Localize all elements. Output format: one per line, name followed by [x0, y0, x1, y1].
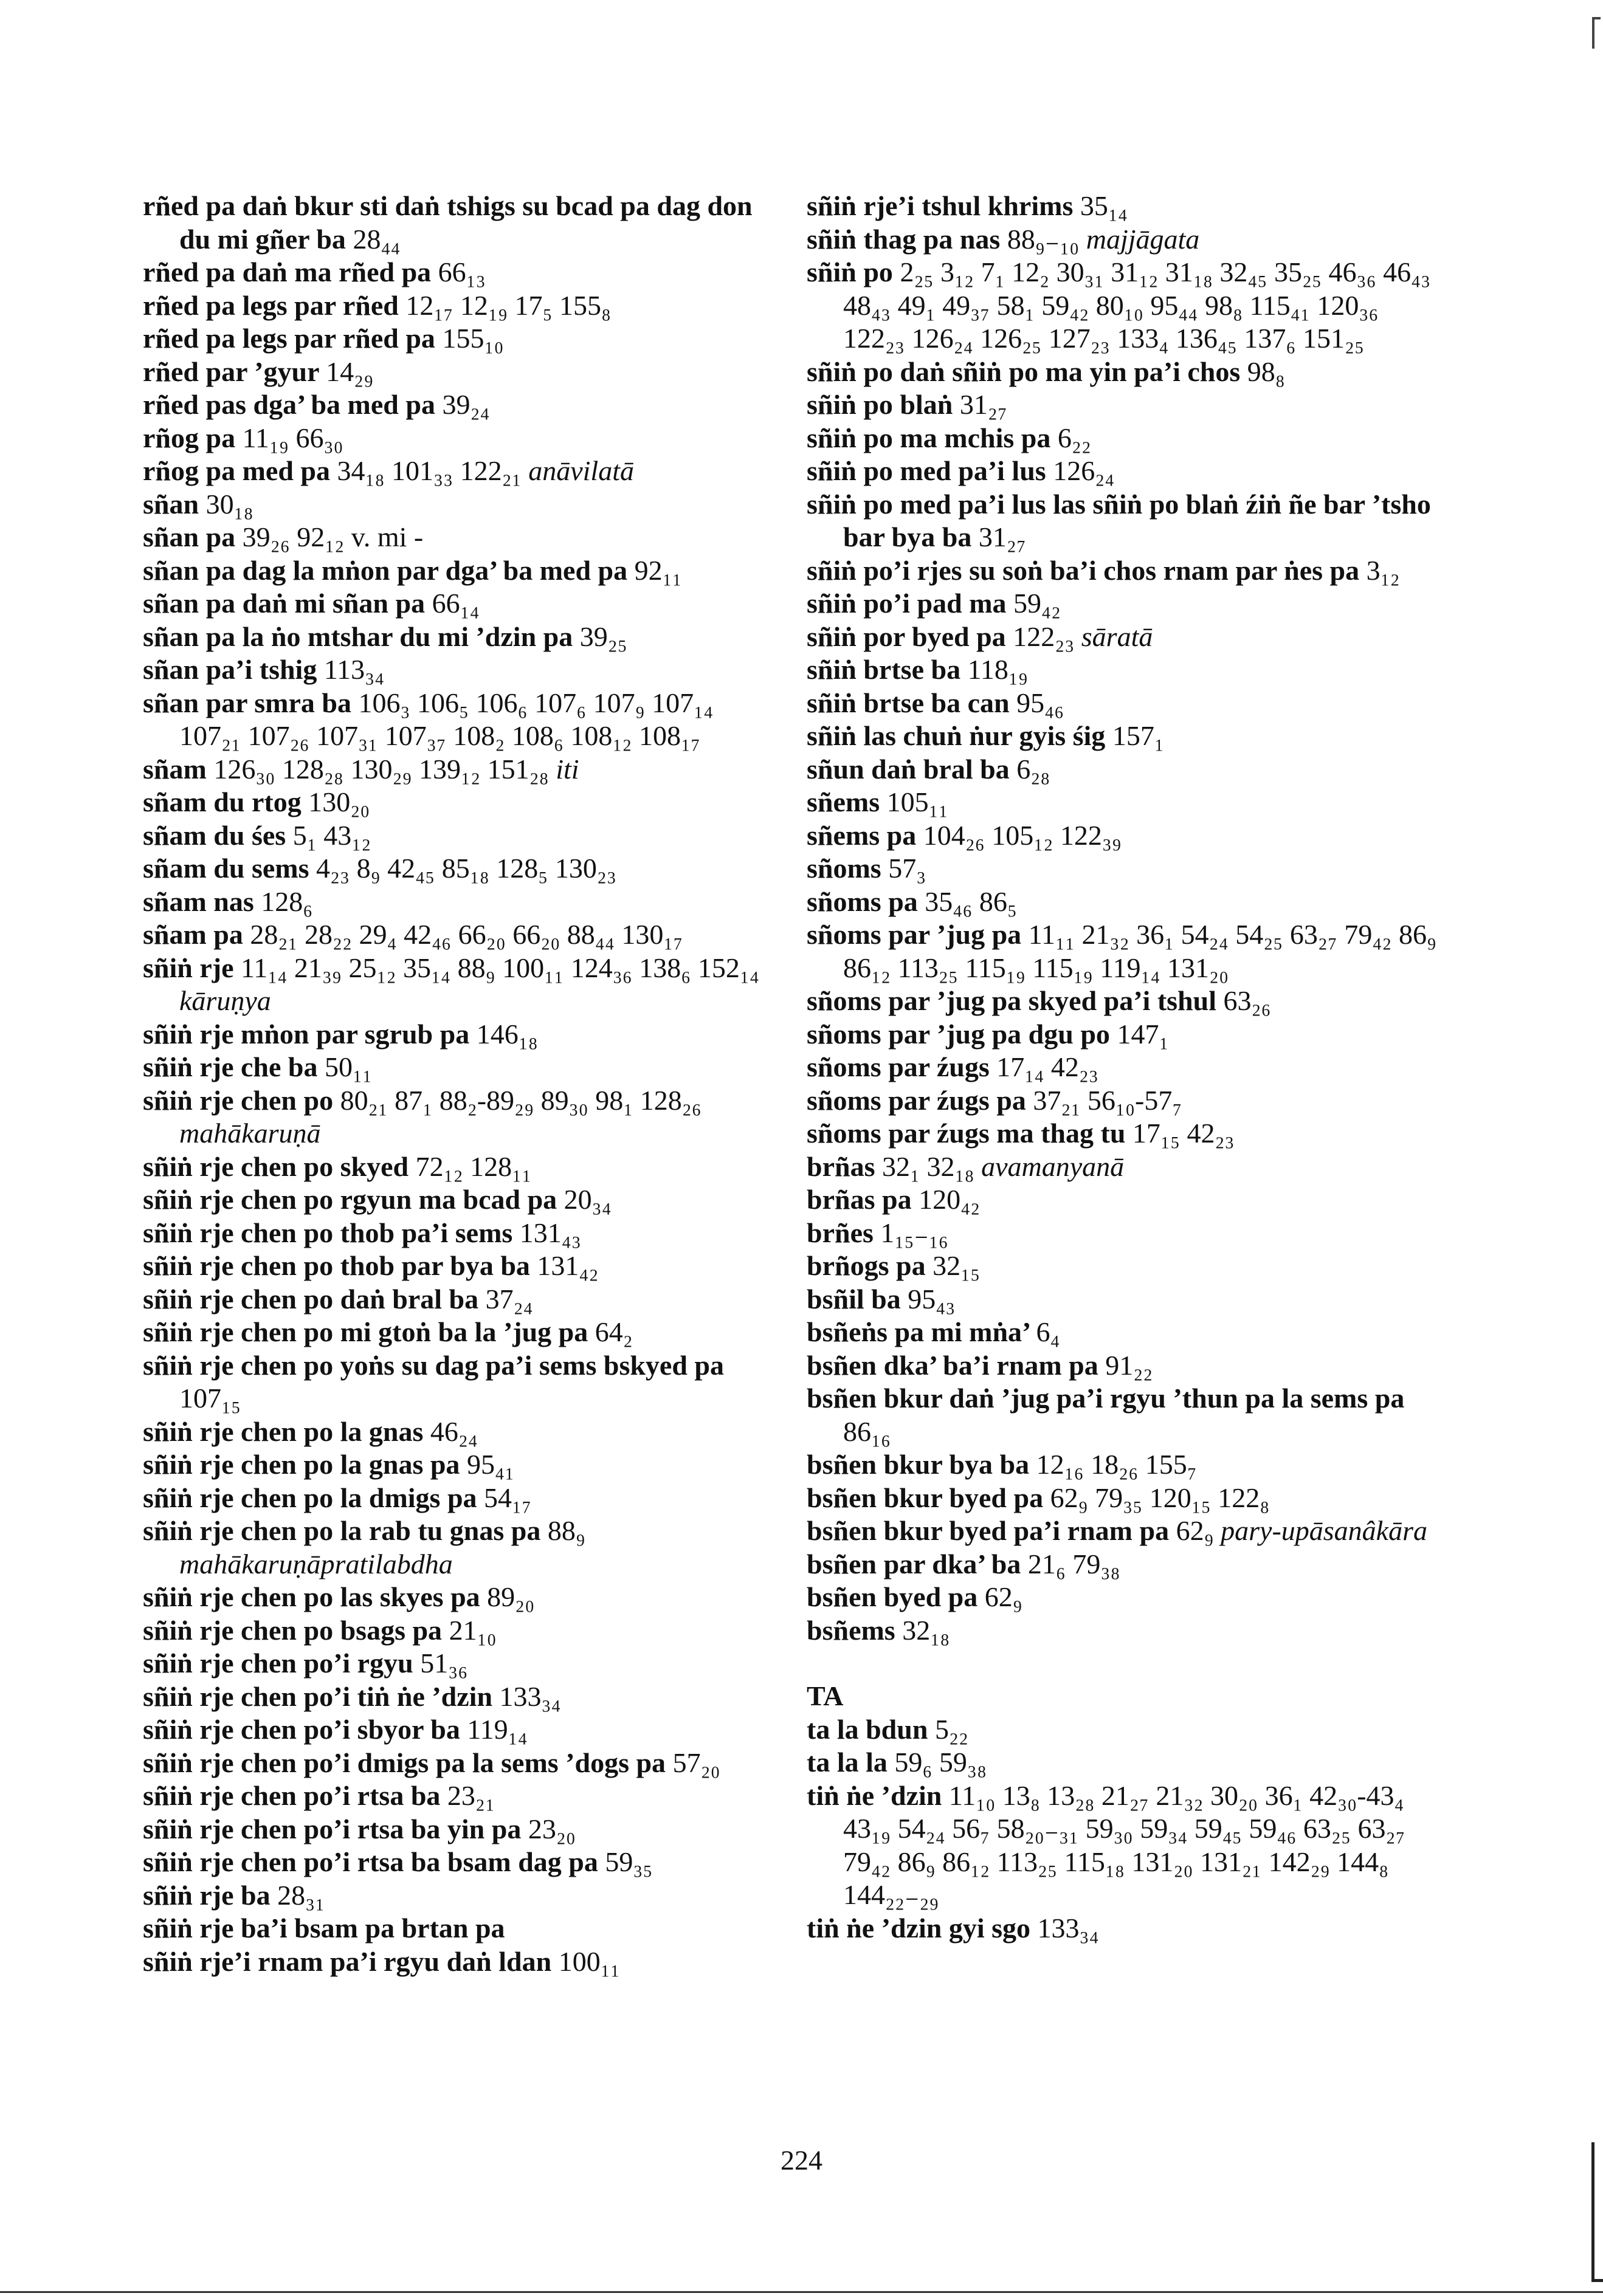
entry-headword: sñan pa’i tshig — [143, 654, 317, 685]
index-entry — [807, 190, 1439, 223]
entry-references: 133₃₄ — [499, 1680, 561, 1712]
index-column-left — [143, 190, 775, 1978]
index-entry — [143, 952, 775, 1018]
entry-references: 118₁₉ — [967, 654, 1028, 685]
entry-references: 5₂₂ — [934, 1713, 969, 1745]
entry-references: 157₁ — [1112, 720, 1164, 751]
entry-headword: sñiṅ rje chen po’i tiṅ ṅe ’dzin — [143, 1680, 493, 1712]
index-entry — [807, 422, 1439, 455]
index-entry — [807, 1514, 1439, 1548]
entry-references: 66₁₃ — [438, 256, 486, 287]
entry-headword: sñan par smra ba — [143, 687, 351, 718]
index-entry — [143, 1217, 775, 1250]
entry-references: 59₃₅ — [605, 1846, 653, 1877]
index-entry — [807, 356, 1439, 389]
entry-references: 95₄₆ — [1016, 687, 1064, 718]
entry-headword: bsñen par dka’ ba — [807, 1548, 1021, 1579]
entry-references: 88₉ — [547, 1515, 585, 1546]
index-entry — [143, 1846, 775, 1879]
entry-references: 34₁₈ 101₃₃ 122₂₁ — [337, 455, 522, 486]
index-entry — [143, 587, 775, 620]
entry-headword: ta la bdun — [807, 1713, 928, 1745]
index-entry — [143, 1945, 775, 1979]
entry-headword: tiṅ ṅe ’dzin gyi sgo — [807, 1912, 1031, 1944]
index-entry — [143, 1349, 775, 1415]
entry-headword: sñiṅ po med pa’i lus las sñiṅ po blaṅ źiṅ ñe bar ’tsho bar bya ba — [807, 488, 1431, 552]
entry-headword: sñiṅ rje chen po yoṅs su dag pa’i sems bskyed pa — [143, 1349, 725, 1381]
entry-headword: sñiṅ po blaṅ — [807, 389, 953, 420]
index-entry — [807, 1084, 1439, 1118]
entry-headword: sñiṅ po’i rjes su soṅ ba’i chos rnam par ṅes pa — [807, 554, 1360, 586]
index-entry — [807, 1150, 1439, 1184]
entry-headword: sñoms par źugs ma thag tu — [807, 1118, 1126, 1149]
entry-references: 32₁₅ — [932, 1250, 981, 1281]
entry-references: 17₁₅ 42₂₃ — [1132, 1118, 1235, 1149]
index-entry — [143, 1680, 775, 1714]
index-entry — [143, 1249, 775, 1283]
index-entry — [807, 1548, 1439, 1581]
entry-headword: rñed pa legs par rñed pa — [143, 323, 435, 354]
entry-references: 51₃₆ — [420, 1648, 468, 1679]
entry-headword: sñiṅ rje chen po daṅ bral ba — [143, 1283, 479, 1315]
entry-sanskrit-term: anāvilatā — [528, 455, 634, 486]
index-entry — [807, 1713, 1439, 1747]
crop-mark-top — [1592, 17, 1594, 49]
entry-sanskrit-term: mahākaruṇāpratilabdha — [179, 1548, 453, 1579]
entry-headword: bsñen byed pa — [807, 1581, 978, 1612]
index-entry — [807, 1051, 1439, 1084]
index-entry — [143, 455, 775, 488]
index-entry — [143, 687, 775, 753]
index-entry — [143, 1084, 775, 1150]
index-entry — [807, 1746, 1439, 1779]
entry-references: 32₁₈ — [902, 1614, 950, 1646]
entry-headword: rñed par ’gyur — [143, 356, 319, 387]
index-entry — [807, 488, 1439, 554]
entry-headword: bsñems — [807, 1614, 895, 1646]
entry-headword: sñiṅ rje chen po’i rtsa ba — [143, 1780, 441, 1811]
entry-references: 23₂₀ — [528, 1813, 576, 1844]
entry-references: 89₂₀ — [487, 1581, 535, 1612]
entry-references: 100₁₁ — [558, 1945, 620, 1977]
entry-headword: sñan — [143, 488, 199, 520]
entry-headword: sñoms — [807, 853, 881, 884]
entry-headword: sñiṅ rje chen po’i rtsa ba bsam dag pa — [143, 1846, 598, 1877]
crop-mark-bottom — [1591, 2142, 1594, 2282]
index-entry — [143, 786, 775, 819]
entry-references: 57₃ — [888, 853, 926, 884]
index-entry — [143, 1150, 775, 1184]
entry-references: 39₂₄ — [442, 389, 490, 420]
entry-references: 39₂₆ 92₁₂ v. mi - — [242, 521, 424, 552]
entry-references: 11₁₄ 21₃₉ 25₁₂ 35₁₄ 88₉ 100₁₁ 124₃₆ 138₆ 152₁₄ — [241, 952, 759, 983]
entry-references: 57₂₀ — [672, 1747, 720, 1778]
entry-references: 28₄₄ — [353, 223, 401, 255]
index-entry — [143, 918, 775, 952]
index-entry — [143, 1051, 775, 1084]
index-entry — [143, 819, 775, 853]
entry-headword: bsñen bkur bya ba — [807, 1449, 1030, 1480]
index-entry — [143, 1747, 775, 1780]
entry-headword: ta la la — [807, 1747, 888, 1778]
entry-headword: rñog pa — [143, 422, 236, 453]
entry-headword: brñes — [807, 1217, 874, 1248]
entry-references: 62₉ — [1176, 1515, 1214, 1546]
entry-sanskrit-term: mahākaruṇā — [179, 1118, 321, 1149]
entry-references: 54₁₇ — [484, 1482, 532, 1513]
index-entry — [807, 918, 1439, 985]
index-entry — [807, 753, 1439, 786]
entry-headword: sñam du sems — [143, 853, 309, 884]
entry-headword: sñiṅ rje chen po bsags pa — [143, 1614, 443, 1646]
index-entry — [143, 1283, 775, 1316]
index-entry — [807, 554, 1439, 588]
entry-references: 86₁₆ — [843, 1415, 891, 1447]
entry-headword: bsñen dka’ ba’i rnam pa — [807, 1349, 1098, 1381]
entry-headword: sñiṅ rje chen po’i sbyor ba — [143, 1714, 460, 1745]
entry-references: 50₁₁ — [325, 1051, 373, 1082]
entry-headword: sñiṅ rje ba’i bsam pa brtan pa — [143, 1913, 505, 1944]
index-entry — [807, 1581, 1439, 1614]
index-entry — [807, 786, 1439, 819]
entry-headword: sñems — [807, 786, 880, 817]
entry-headword: rñed pa legs par rñed — [143, 289, 399, 321]
index-entry — [807, 1283, 1439, 1316]
entry-headword: sñiṅ rje chen po la gnas pa — [143, 1449, 460, 1480]
entry-references: 35₁₄ — [1080, 190, 1128, 221]
entry-headword: bsñen bkur daṅ ’jug pa’i rgyu ’thun pa la sems pa — [807, 1383, 1405, 1414]
entry-references: 92₁₁ — [634, 554, 682, 586]
index-entry — [807, 1249, 1439, 1283]
section-heading: TA — [807, 1680, 844, 1711]
index-entry — [807, 1779, 1439, 1912]
index-entry — [143, 1813, 775, 1846]
index-entry — [143, 1514, 775, 1581]
index-entry — [143, 322, 775, 356]
entry-references: 63₂₆ — [1223, 985, 1271, 1016]
entry-sanskrit-term: kāruṇya — [179, 985, 271, 1016]
index-entry — [807, 388, 1439, 422]
entry-headword: brñogs pa — [807, 1250, 926, 1281]
index-entry — [807, 620, 1439, 654]
entry-headword: sñam — [143, 753, 207, 785]
entry-references: 95₄₁ — [466, 1449, 515, 1480]
index-entry — [143, 1482, 775, 1515]
entry-headword: sñiṅ po daṅ sñiṅ po ma yin pa’i chos — [807, 356, 1241, 387]
entry-references: 21₆ 79₃₈ — [1027, 1548, 1120, 1579]
index-entry — [143, 289, 775, 323]
index-entry — [807, 455, 1439, 488]
entry-references: 131₄₂ — [537, 1250, 599, 1281]
index-entry — [807, 720, 1439, 753]
entry-references: 104₂₆ 105₁₂ 122₃₉ — [923, 819, 1122, 851]
entry-references: 31₂₇ — [959, 389, 1007, 420]
entry-headword: sñiṅ rje chen po la rab tu gnas pa — [143, 1515, 541, 1546]
index-entry — [807, 819, 1439, 853]
entry-headword: sñun daṅ bral ba — [807, 753, 1010, 785]
entry-references: 39₂₅ — [579, 620, 627, 652]
entry-headword: sñan pa dag la mṅon par dga’ ba med pa — [143, 554, 628, 586]
index-entry — [143, 356, 775, 389]
entry-references: 31₂₇ — [978, 521, 1026, 552]
entry-references: 126₃₀ 128₂₈ 130₂₉ 139₁₂ 151₂₈ — [213, 753, 549, 785]
index-entry — [143, 1879, 775, 1913]
entry-references: 20₃₄ — [564, 1184, 612, 1215]
entry-headword: sñiṅ rje chen po’i dmigs pa la sems ’dogs pa — [143, 1747, 666, 1778]
entry-references: 32₁ 32₁₈ — [881, 1150, 974, 1182]
index-entry — [143, 554, 775, 588]
index-entry — [807, 1382, 1439, 1448]
entry-headword: sñiṅ rje chen po’i rgyu — [143, 1648, 413, 1679]
entry-headword: sñiṅ po med pa’i lus — [807, 455, 1046, 486]
entry-references: 130₂₀ — [308, 786, 370, 817]
entry-headword: sñoms par źugs — [807, 1051, 990, 1082]
entry-references: 62₉ — [984, 1581, 1022, 1612]
entry-headword: sñiṅ rje — [143, 952, 234, 983]
entry-headword: sñiṅ po ma mchis pa — [807, 422, 1051, 453]
entry-sanskrit-term: majjāgata — [1086, 223, 1200, 255]
entry-headword: sñiṅ rje chen po — [143, 1084, 334, 1116]
entry-headword: sñiṅ rje chen po la gnas — [143, 1415, 424, 1447]
index-entry — [807, 1482, 1439, 1515]
entry-headword: sñiṅ brtse ba — [807, 654, 961, 685]
index-entry — [807, 1018, 1439, 1051]
entry-headword: sñoms par ’jug pa skyed pa’i tshul — [807, 985, 1217, 1016]
index-entry — [807, 587, 1439, 620]
index-entry — [143, 852, 775, 885]
entry-references: 64₂ — [595, 1316, 633, 1347]
entry-headword: sñiṅ rje chen po la dmigs pa — [143, 1482, 477, 1513]
entry-headword: rñed pa daṅ bkur sti daṅ tshigs su bcad pa dag don du mi gñer ba — [143, 190, 753, 255]
entry-headword: sñiṅ rje chen po rgyun ma bcad pa — [143, 1184, 557, 1215]
index-entry — [143, 190, 775, 256]
index-entry — [143, 488, 775, 521]
entry-headword: sñiṅ las chuṅ ṅur gyis śig — [807, 720, 1106, 751]
entry-references: 14₂₉ — [326, 356, 374, 387]
entry-references: 30₁₈ — [205, 488, 253, 520]
index-entry — [143, 422, 775, 455]
entry-headword: sñoms pa — [807, 885, 918, 917]
entry-headword: sñan pa la ṅo mtshar du mi ’dzin pa — [143, 620, 573, 652]
entry-references: 17₁₄ 42₂₃ — [996, 1051, 1098, 1082]
entry-references: 46₂₄ — [430, 1415, 478, 1447]
index-column-right — [807, 190, 1439, 1945]
entry-headword: sñems pa — [807, 819, 917, 851]
entry-headword: sñoms par źugs pa — [807, 1084, 1026, 1116]
entry-references: 28₂₁ 28₂₂ 29₄ 42₄₆ 66₂₀ 66₂₀ 88₄₄ 130₁₇ — [250, 919, 683, 950]
index-entry — [143, 1614, 775, 1648]
entry-references: 28₃₁ — [277, 1879, 325, 1911]
entry-headword: bsñen bkur byed pa — [807, 1482, 1044, 1513]
entry-headword: bsñeṅs pa mi mṅa’ — [807, 1316, 1029, 1347]
entry-headword: sñan pa daṅ mi sñan pa — [143, 588, 426, 619]
entry-references: 59₄₂ — [1013, 588, 1061, 619]
entry-headword: sñiṅ rje ba — [143, 1879, 271, 1911]
entry-headword: sñiṅ thag pa nas — [807, 223, 1001, 255]
entry-headword: sñiṅ rje chen po las skyes pa — [143, 1581, 480, 1612]
entry-references: 62₉ 79₃₅ 120₁₅ 122₈ — [1050, 1482, 1270, 1513]
index-entry — [807, 256, 1439, 356]
index-entry — [807, 1183, 1439, 1217]
entry-references: 128₆ — [261, 885, 313, 917]
entry-headword: sñam pa — [143, 919, 243, 950]
entry-references: 1₁₅₋₁₆ — [880, 1217, 948, 1248]
entry-references: 6₂₂ — [1057, 422, 1091, 453]
entry-headword: sñiṅ rje che ba — [143, 1051, 318, 1082]
entry-headword: sñan pa — [143, 521, 236, 552]
entry-headword: sñiṅ rje mṅon par sgrub pa — [143, 1018, 470, 1050]
entry-references: 106₃ 106₅ 106₆ 107₆ 107₉ 107₁₄ 107₂₁ 107₂₆ 107₃₁ 107₃₇ 108₂ 108₆ 108₁₂ 108₁₇ — [179, 687, 714, 751]
index-entry — [807, 223, 1439, 256]
entry-references: 95₄₃ — [908, 1283, 956, 1315]
entry-references: 72₁₂ 128₁₁ — [415, 1150, 532, 1182]
entry-headword: sñiṅ po — [807, 256, 893, 287]
entry-references: 37₂₁ 56₁₀-57₇ — [1033, 1084, 1182, 1116]
index-entry — [807, 1217, 1439, 1250]
entry-references: 66₁₄ — [432, 588, 480, 619]
index-entry — [143, 1448, 775, 1482]
entry-references: 131₄₃ — [519, 1217, 581, 1248]
index-entry — [143, 1647, 775, 1680]
index-entry — [143, 1316, 775, 1349]
entry-references: 122₂₃ — [1013, 620, 1075, 652]
entry-references: 5₁ 43₁₂ — [292, 819, 371, 851]
entry-references: 88₉₋₁₀ — [1007, 223, 1080, 255]
entry-references: 120₄₂ — [919, 1184, 981, 1215]
entry-headword: sñam nas — [143, 885, 254, 917]
entry-references: 12₁₇ 12₁₉ 17₅ 155₈ — [405, 289, 612, 321]
entry-headword: sñiṅ por byed pa — [807, 620, 1006, 652]
index-entry — [807, 1614, 1439, 1648]
index-entry — [143, 256, 775, 289]
entry-headword: sñiṅ rje’i tshul khrims — [807, 190, 1074, 221]
entry-sanskrit-term: iti — [556, 753, 579, 785]
entry-references: 147₁ — [1117, 1018, 1169, 1050]
entry-headword: sñiṅ brtse ba can — [807, 687, 1010, 718]
entry-references: 6₄ — [1036, 1316, 1060, 1347]
index-entry — [143, 653, 775, 687]
entry-references: 80₂₁ 87₁ 88₂-89₂₉ 89₃₀ 98₁ 128₂₆ — [340, 1084, 702, 1116]
entry-headword: rñed pa daṅ ma rñed pa — [143, 256, 432, 287]
index-entry — [143, 388, 775, 422]
entry-headword: sñoms par ’jug pa — [807, 919, 1022, 950]
index-entry — [807, 1117, 1439, 1150]
entry-sanskrit-term: pary-upāsanâkāra — [1221, 1515, 1427, 1546]
index-entry — [143, 620, 775, 654]
index-entry — [143, 1779, 775, 1813]
entry-references: 11₁₉ 66₃₀ — [242, 422, 343, 453]
entry-references: 4₂₃ 8₉ 42₄₅ 85₁₈ 128₅ 130₂₃ — [316, 853, 616, 884]
entry-headword: sñiṅ rje chen po thob par bya ba — [143, 1250, 530, 1281]
index-entry — [807, 1316, 1439, 1349]
entry-references: 113₃₄ — [323, 654, 385, 685]
entry-references: 11₁₁ 21₃₂ 36₁ 54₂₄ 54₂₅ 63₂₇ 79₄₂ 86₉ 86₁₂ 113₂₅ 115₁₉ 115₁₉ 119₁₄ 131₂₀ — [843, 919, 1436, 983]
index-entry — [807, 1912, 1439, 1945]
entry-references: 98₈ — [1247, 356, 1285, 387]
index-entry — [143, 1713, 775, 1747]
entry-headword: sñiṅ rje chen po’i rtsa ba yin pa — [143, 1813, 522, 1844]
index-entry — [143, 753, 775, 786]
entry-headword: sñiṅ rje chen po thob pa’i sems — [143, 1217, 513, 1248]
entry-references: 21₁₀ — [449, 1614, 497, 1646]
entry-references: 126₂₄ — [1053, 455, 1115, 486]
index-entry — [807, 885, 1439, 919]
entry-headword: sñoms par ’jug pa dgu po — [807, 1018, 1110, 1050]
entry-headword: bsñil ba — [807, 1283, 901, 1315]
entry-headword: tiṅ ṅe ’dzin — [807, 1779, 942, 1811]
scan-edge-line — [0, 2291, 1603, 2293]
index-entry — [807, 985, 1439, 1018]
index-entry — [143, 885, 775, 919]
entry-sanskrit-term: avamanyanā — [981, 1150, 1125, 1182]
entry-headword: brñas — [807, 1150, 875, 1182]
entry-sanskrit-term: sāratā — [1081, 620, 1153, 652]
entry-headword: rñog pa med pa — [143, 455, 330, 486]
entry-references: 35₄₆ 86₅ — [925, 885, 1017, 917]
entry-references: 107₁₅ — [179, 1383, 241, 1414]
entry-references: 6₂₈ — [1016, 753, 1050, 785]
index-entry — [807, 1448, 1439, 1482]
index-entry — [807, 852, 1439, 885]
page-number: 224 — [781, 2145, 822, 2176]
index-entry — [143, 1912, 775, 1945]
entry-headword: sñiṅ po’i pad ma — [807, 588, 1007, 619]
entry-references: 59₆ 59₃₈ — [894, 1747, 987, 1778]
entry-references: 11₁₀ 13₈ 13₂₈ 21₂₇ 21₃₂ 30₂₀ 36₁ 42₃₀-43₄ 43₁₉ 54₂₄ 56₇ 58₂₀₋₃₁ 59₃₀ 59₃₄ 59₄₅ 59₄₆ 63₂₅ 63₂₇ 79₄₂ 86₉ 86₁₂ 113₂₅ 115₁₈ 131₂₀ 131₂₁ 142₂₉ 144₈ 144₂₂₋₂₉ — [843, 1779, 1405, 1910]
entry-references: 155₁₀ — [442, 323, 504, 354]
entry-headword: sñam du śes — [143, 819, 286, 851]
entry-headword: sñiṅ rje chen po mi gtoṅ ba la ’jug pa — [143, 1316, 588, 1347]
index-entry — [807, 653, 1439, 687]
entry-references: 119₁₄ — [467, 1714, 528, 1745]
index-entry — [143, 1018, 775, 1051]
index-entry — [143, 521, 775, 554]
index-entry — [807, 687, 1439, 720]
index-entry — [143, 1415, 775, 1449]
index-entry — [143, 1183, 775, 1217]
entry-references: 23₂₁ — [447, 1780, 495, 1811]
entry-headword: sñiṅ rje chen po skyed — [143, 1150, 409, 1182]
index-entry — [807, 1349, 1439, 1383]
entry-references: 2₂₅ 3₁₂ 7₁ 12₂ 30₃₁ 31₁₂ 31₁₈ 32₄₅ 35₂₅ 46₃₆ 46₄₃ 48₄₃ 49₁ 49₃₇ 58₁ 59₄₂ 80₁₀ 95₄₄ 98₈ 115₄₁ 120₃₆ 122₂₃ 126₂₄ 126₂₅ 127₂₃ 133₄ 136₄₅ 137₆ 151₂₅ — [843, 256, 1431, 354]
index-entry — [143, 1581, 775, 1614]
entry-headword: brñas pa — [807, 1184, 912, 1215]
entry-references: 3₁₂ — [1366, 554, 1400, 586]
entry-references: 105₁₁ — [886, 786, 948, 817]
entry-references: 37₂₄ — [485, 1283, 533, 1315]
entry-headword: rñed pas dga’ ba med pa — [143, 389, 435, 420]
entry-references: 133₃₄ — [1037, 1912, 1099, 1944]
entry-references: 91₂₂ — [1105, 1349, 1153, 1381]
entry-references: 146₁₈ — [476, 1018, 538, 1050]
entry-headword: bsñen bkur byed pa’i rnam pa — [807, 1515, 1170, 1546]
entry-headword: sñam du rtog — [143, 786, 302, 817]
entry-references: 12₁₆ 18₂₆ 155₇ — [1036, 1449, 1197, 1480]
entry-headword: sñiṅ rje’i rnam pa’i rgyu daṅ ldan — [143, 1945, 552, 1977]
